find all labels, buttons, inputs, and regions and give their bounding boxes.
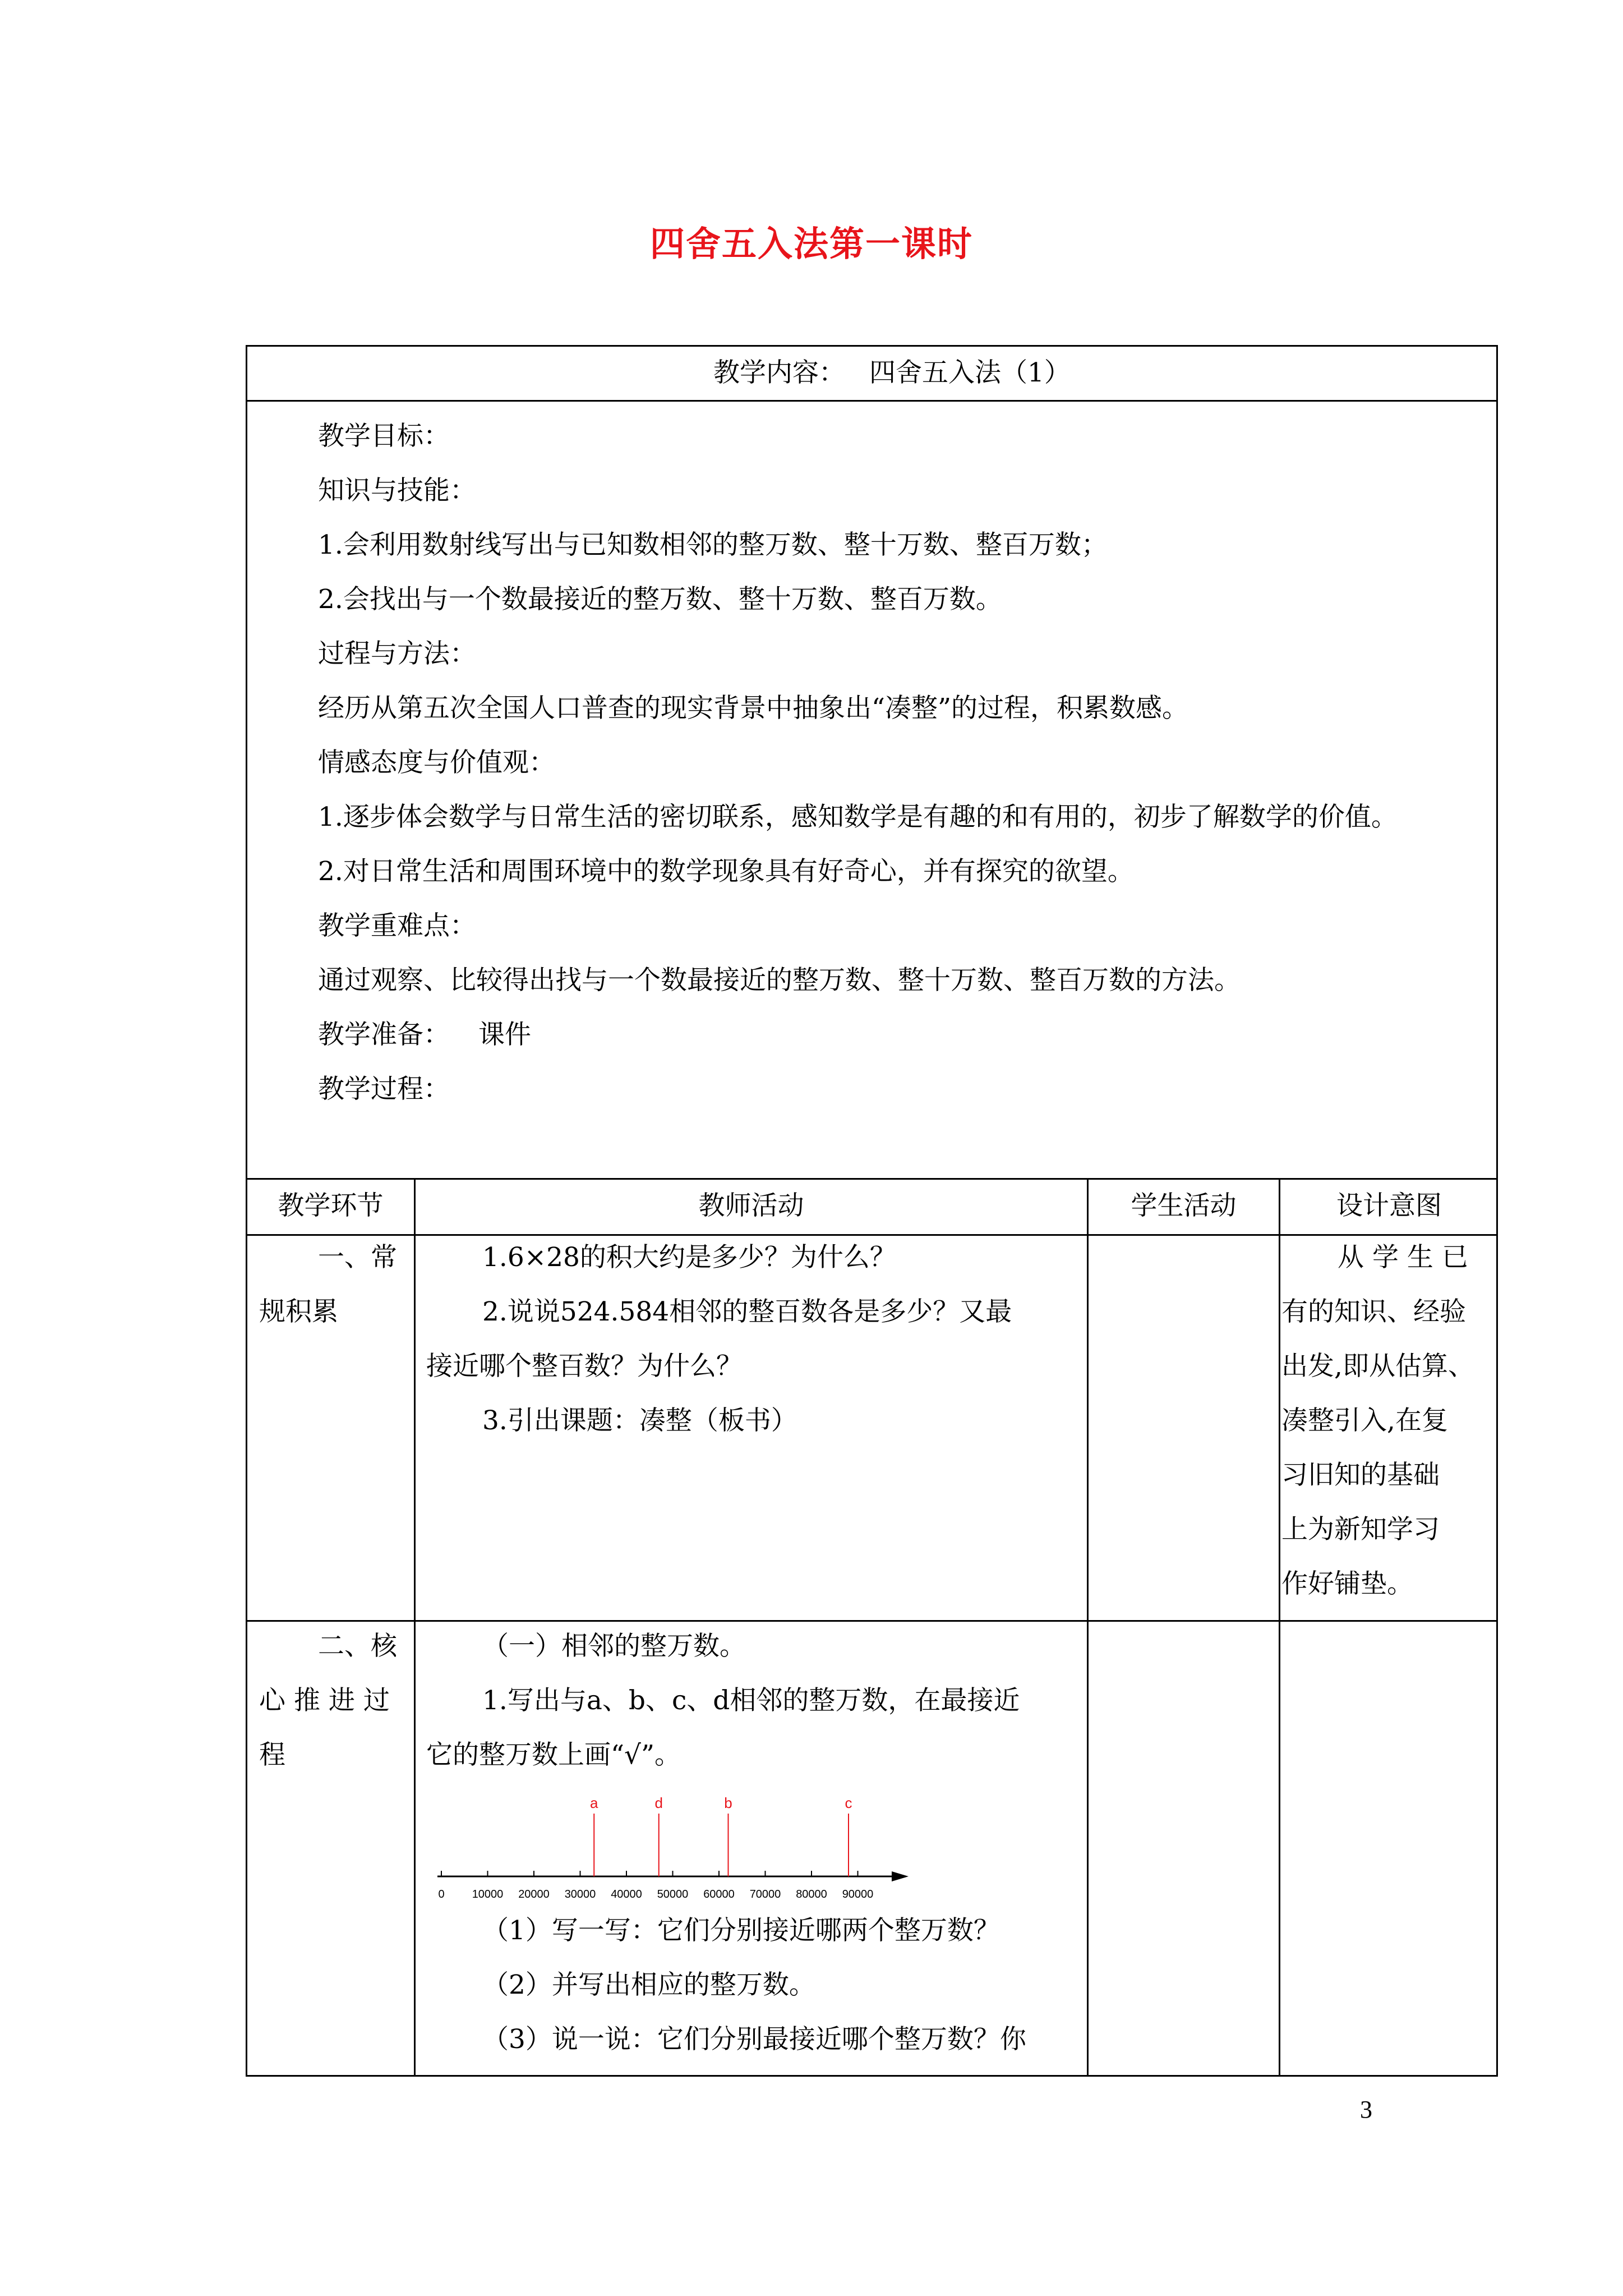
- row1-teacher-line3: 接近哪个整百数？为什么？: [426, 1351, 743, 1382]
- prep-label: 教学准备：: [318, 1019, 450, 1050]
- rule-after-objectives: [246, 1178, 1498, 1180]
- prep-line: [318, 1018, 531, 1052]
- number-line-marker-label-a: a: [590, 1795, 598, 1811]
- key-item-1: 通过观察、比较得出找与一个数最接近的整万数、整十万数、整百万数的方法。: [318, 965, 1241, 996]
- row2-teacher-line4: （1）写一写：它们分别接近哪两个整万数？: [482, 1915, 1000, 1946]
- number-line-tick-label: 50000: [657, 1888, 689, 1901]
- col-header-stage: 教学环节: [278, 1190, 384, 1221]
- emotion-item-1: 1.逐步体会数学与日常生活的密切联系，感知数学是有趣的和有用的，初步了解数学的价值。: [318, 802, 1398, 832]
- row1-intent-line3: 出发,即从估算、: [1281, 1351, 1474, 1382]
- rule-after-col-headers: [246, 1234, 1498, 1236]
- col-rule-3: [1279, 1178, 1280, 2077]
- process-label: 教学过程：: [318, 1074, 450, 1105]
- number-line-tick-label: 20000: [518, 1888, 550, 1901]
- row2-stage-line1: 二、核: [318, 1631, 397, 1662]
- col-header-intent: 设计意图: [1336, 1190, 1442, 1221]
- row1-intent-line2: 有的知识、经验: [1281, 1296, 1466, 1327]
- row1-intent-line5: 习旧知的基础: [1281, 1460, 1440, 1490]
- process-heading: 过程与方法：: [318, 638, 476, 669]
- number-line-tick-label: 40000: [611, 1888, 642, 1901]
- knowledge-heading: 知识与技能：: [318, 475, 476, 506]
- content-label: 教学内容：: [713, 357, 845, 388]
- objectives-heading: 教学目标：: [318, 421, 450, 452]
- content-header: [713, 356, 1071, 390]
- row1-teacher-line1: 1.6×28的积大约是多少？为什么？: [482, 1242, 896, 1273]
- knowledge-item-1: 1.会利用数射线写出与已知数相邻的整万数、整十万数、整百万数；: [318, 530, 1108, 560]
- number-line-tick-label: 70000: [749, 1888, 781, 1901]
- page-number: 3: [1360, 2096, 1372, 2123]
- row2-teacher-line3: 它的整万数上画“√”。: [426, 1740, 681, 1770]
- number-line-marker-label-c: c: [845, 1795, 852, 1811]
- number-line-arrow: [892, 1871, 909, 1881]
- number-line-tick-label: 10000: [472, 1888, 504, 1901]
- number-line-tick-label: 90000: [842, 1888, 874, 1901]
- row1-intent-line7: 作好铺垫。: [1281, 1568, 1413, 1599]
- col-header-student: 学生活动: [1131, 1190, 1237, 1221]
- number-line-tick-label: 60000: [703, 1888, 735, 1901]
- emotion-item-2: 2.对日常生活和周围环境中的数学现象具有好奇心，并有探究的欲望。: [318, 856, 1134, 887]
- number-line-tick-label: 0: [438, 1888, 445, 1901]
- col-rule-2: [1087, 1178, 1089, 2077]
- process-item-1: 经历从第五次全国人口普查的现实背景中抽象出“凑整”的过程，积累数感。: [318, 693, 1189, 724]
- row1-teacher-line4: 3.引出课题：凑整（板书）: [482, 1405, 797, 1436]
- rule-after-row1: [246, 1620, 1498, 1622]
- row2-teacher-line1: （一）相邻的整万数。: [482, 1631, 746, 1662]
- key-heading: 教学重难点：: [318, 910, 476, 941]
- row1-teacher-line2: 2.说说524.584相邻的整百数各是多少？又最: [482, 1296, 1012, 1327]
- row2-stage-line3: 程: [259, 1740, 285, 1770]
- knowledge-item-2: 2.会找出与一个数最接近的整万数、整十万数、整百万数。: [318, 584, 1002, 615]
- row1-stage-line2: 规积累: [259, 1296, 338, 1327]
- number-line-diagram: [435, 1792, 911, 1910]
- prep-value: 课件: [478, 1019, 531, 1050]
- row1-intent-line4: 凑整引入,在复: [1281, 1405, 1448, 1436]
- rule-after-header: [246, 400, 1498, 402]
- content-value: 四舍五入法（1）: [869, 357, 1071, 388]
- page-title: 四舍五入法第一课时: [649, 223, 973, 264]
- number-line-marker-label-d: d: [654, 1795, 663, 1811]
- row1-intent-line1: 从 学 生 已: [1338, 1242, 1468, 1273]
- emotion-heading: 情感态度与价值观：: [318, 747, 555, 778]
- row2-stage-line2: 心 推 进 过: [259, 1685, 390, 1716]
- col-header-teacher: 教师活动: [698, 1190, 804, 1221]
- row2-teacher-line5: （2）并写出相应的整万数。: [482, 1970, 815, 2000]
- number-line-tick-label: 30000: [564, 1888, 596, 1901]
- number-line-marker-label-b: b: [724, 1795, 732, 1811]
- row2-teacher-line6: （3）说一说：它们分别最接近哪个整万数？你: [482, 2024, 1026, 2055]
- col-rule-1: [414, 1178, 416, 2077]
- row1-stage-line1: 一、常: [318, 1242, 397, 1273]
- number-line-tick-label: 80000: [796, 1888, 827, 1901]
- row2-teacher-line2: 1.写出与a、b、c、d相邻的整万数，在最接近: [482, 1685, 1020, 1716]
- row1-intent-line6: 上为新知学习: [1281, 1514, 1440, 1545]
